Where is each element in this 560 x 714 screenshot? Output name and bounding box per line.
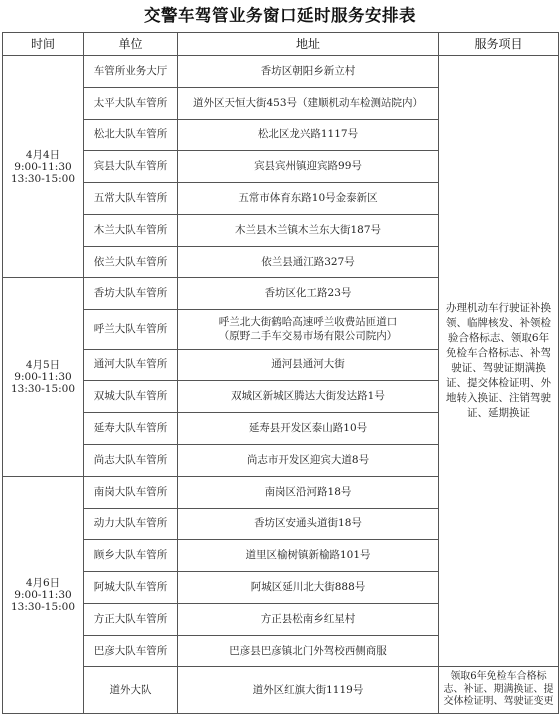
header-service: 服务项目 [439,33,559,56]
table-row [3,667,559,714]
header-time: 时间 [3,33,84,56]
address-cell: 道外区天恒大街453号（建顺机动车检测站院内） [178,87,439,119]
table-header-row [3,33,559,56]
address-cell: 木兰县木兰镇木兰东大街187号 [178,214,439,246]
unit-cell: 香坊大队车管所 [84,278,178,310]
address-cell: 通河县通河大街 [178,349,439,381]
unit-cell: 动力大队车管所 [84,508,178,540]
unit-cell: 呼兰大队车管所 [84,310,178,349]
time-cell: 4月6日 9:00-11:30 13:30-15:00 [3,476,84,713]
address-cell: 依兰县通江路327号 [178,246,439,278]
address-cell: 宾县宾州镇迎宾路99号 [178,151,439,183]
time-cell: 4月5日 9:00-11:30 13:30-15:00 [3,278,84,476]
unit-cell: 延寿大队车管所 [84,413,178,445]
address-cell: 松北区龙兴路1117号 [178,119,439,151]
address-cell: 南岗区沿河路18号 [178,476,439,508]
unit-cell: 松北大队车管所 [84,119,178,151]
address-cell: 五常市体育东路10号金泰新区 [178,183,439,215]
address-cell: 阿城区延川北大街888号 [178,572,439,604]
address-cell: 双城区新城区腾达大街发达路1号 [178,381,439,413]
unit-cell: 宾县大队车管所 [84,151,178,183]
page-title: 交警车驾管业务窗口延时服务安排表 [144,6,416,25]
unit-cell: 依兰大队车管所 [84,246,178,278]
unit-cell: 顾乡大队车管所 [84,540,178,572]
time-cell: 4月4日 9:00-11:30 13:30-15:00 [3,56,84,278]
unit-cell: 五常大队车管所 [84,183,178,215]
unit-cell: 车管所业务大厅 [84,56,178,88]
unit-cell: 巴彦大队车管所 [84,635,178,667]
table-row [3,56,559,88]
service-cell: 办理机动车行驶证补换领、临牌核发、补领检验合格标志、领取6年免检车合格标志、补驾驶证、驾驶证期满换证、提交体检证明、外地转入换证、注销驾驶证、延期换证 [439,56,559,667]
address-cell: 香坊区化工路23号 [178,278,439,310]
address-cell: 香坊区朝阳乡新立村 [178,56,439,88]
header-unit: 单位 [84,33,178,56]
address-cell: 巴彦县巴彦镇北门外驾校西侧商服 [178,635,439,667]
unit-cell: 通河大队车管所 [84,349,178,381]
address-cell: 延寿县开发区泰山路10号 [178,413,439,445]
schedule-table [2,32,559,714]
address-cell: 道里区榆树镇新榆路101号 [178,540,439,572]
unit-cell: 双城大队车管所 [84,381,178,413]
unit-cell: 道外大队 [84,667,178,714]
address-cell: 方正县松南乡红星村 [178,603,439,635]
address-cell: 道外区红旗大街1119号 [178,667,439,714]
unit-cell: 方正大队车管所 [84,603,178,635]
unit-cell: 尚志大队车管所 [84,444,178,476]
unit-cell: 阿城大队车管所 [84,572,178,604]
address-cell: 尚志市开发区迎宾大道8号 [178,444,439,476]
unit-cell: 太平大队车管所 [84,87,178,119]
unit-cell: 南岗大队车管所 [84,476,178,508]
header-address: 地址 [178,33,439,56]
unit-cell: 木兰大队车管所 [84,214,178,246]
address-cell: 呼兰北大街鹤哈高速呼兰收费站匝道口 （原野二手车交易市场有限公司院内） [178,310,439,349]
address-cell: 香坊区安通头道街18号 [178,508,439,540]
service-cell-daowai: 领取6年免检车合格标志、补证、期满换证、提交体检证明、驾驶证变更 [439,667,559,714]
